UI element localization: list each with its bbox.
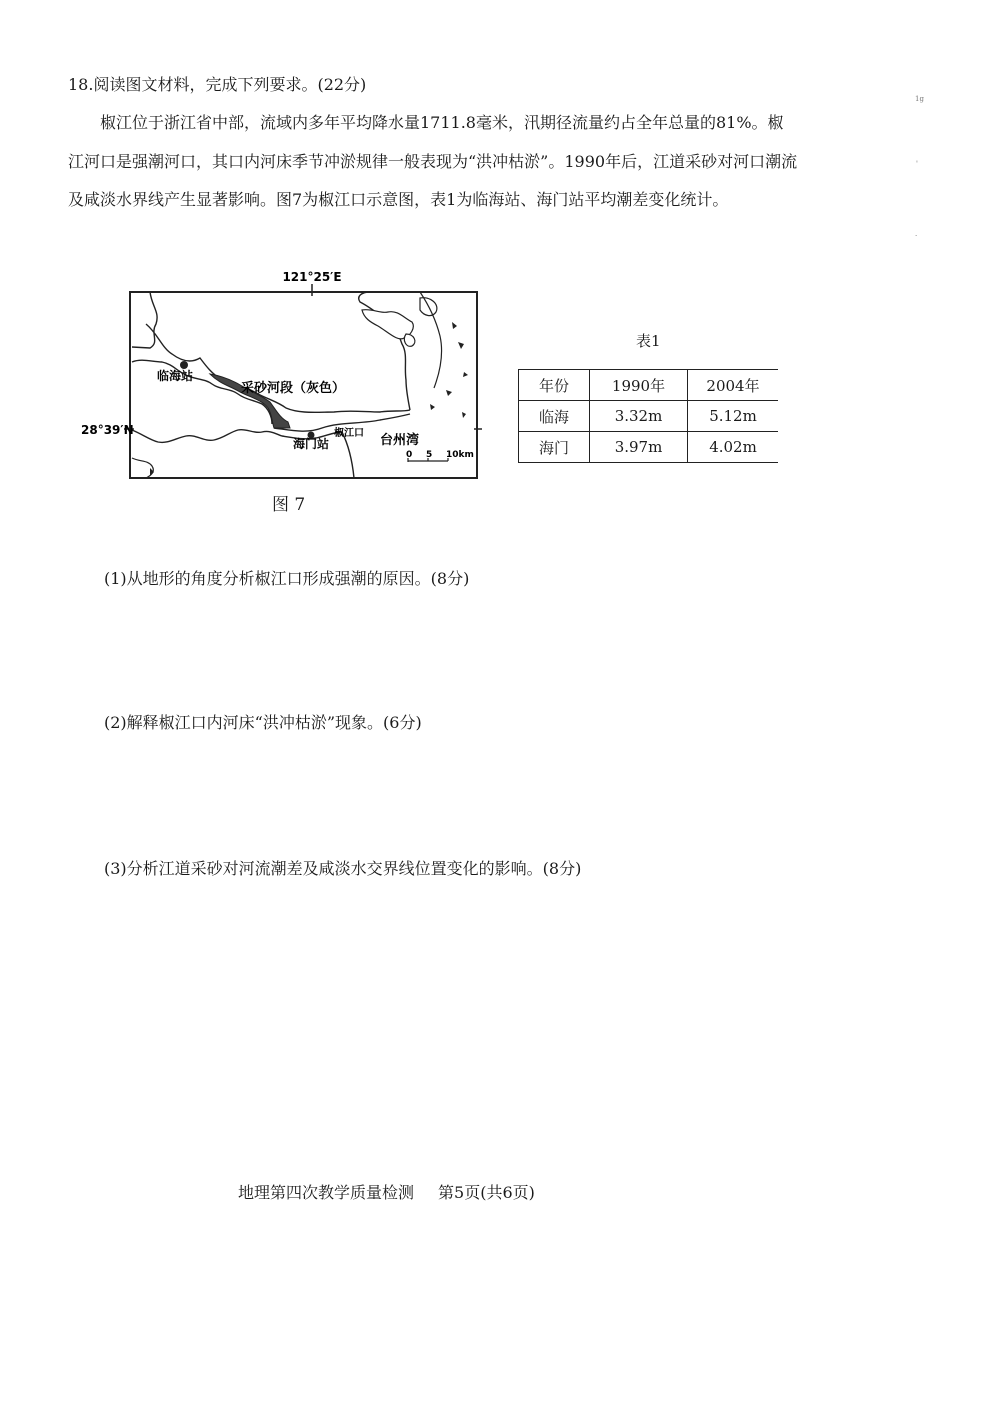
latitude-label: 28°39′N [81,423,134,437]
table-row [519,401,779,432]
figure-7-map [0,262,520,522]
row-value-2004: 5.12m [688,401,779,432]
longitude-label: 121°25′E [282,270,342,284]
taizhou-bay-label: 台州湾 [380,433,420,448]
row-station: 临海 [519,401,590,432]
linhai-station-point [180,361,188,369]
scale-zero: 0 [406,450,413,460]
margin-mark: . [915,230,918,238]
scale-ten: 10km [446,450,474,460]
row-value-2004: 4.02m [688,432,779,463]
sub-question-3: (3)分析江道采砂对河流潮差及咸淡水交界线位置变化的影响。(8分) [104,859,582,878]
linhai-station-label: 临海站 [157,369,194,383]
row-station: 海门 [519,432,590,463]
sub-question-1: (1)从地形的角度分析椒江口形成强潮的原因。(8分) [104,569,470,588]
figure-caption: 图 7 [272,495,306,515]
table-caption: 表1 [636,332,661,350]
map-svg [0,262,520,522]
header-year: 年份 [519,370,590,401]
margin-mark: ' [916,160,918,168]
footer-subject: 地理第四次教学质量检测 [238,1183,415,1202]
scale-five: 5 [426,450,433,460]
page-footer [238,1180,535,1203]
haimen-station-label: 海门站 [293,437,330,451]
margin-mark: 1g [915,95,924,103]
sub-question-2: (2)解释椒江口内河床“洪冲枯淤”现象。(6分) [104,713,422,732]
question-title: 18.阅读图文材料，完成下列要求。(22分) [68,75,367,94]
header-2004: 2004年 [688,370,779,401]
sand-section-label: 采砂河段（灰色） [241,381,346,396]
footer-page-number: 第5页(共6页) [438,1183,535,1202]
row-value-1990: 3.32m [590,401,688,432]
table-header-row [519,370,779,401]
question-material: 椒江位于浙江省中部，流域内多年平均降水量1711.8毫米，汛期径流量约占全年总量的81%。椒江河口是强潮河口，其口内河床季节冲淤规律一般表现为“洪冲枯淤”。1990年后，江道采砂对河口潮流及咸淡水界线产生显著影响。图7为椒江口示意图，表1为临海站、海门站平均潮差变化统计。 [68,113,798,209]
header-1990: 1990年 [590,370,688,401]
row-value-1990: 3.97m [590,432,688,463]
tide-range-table [518,369,778,463]
table-row [519,432,779,463]
jiaojiang-mouth-label: 椒江口 [334,428,364,439]
